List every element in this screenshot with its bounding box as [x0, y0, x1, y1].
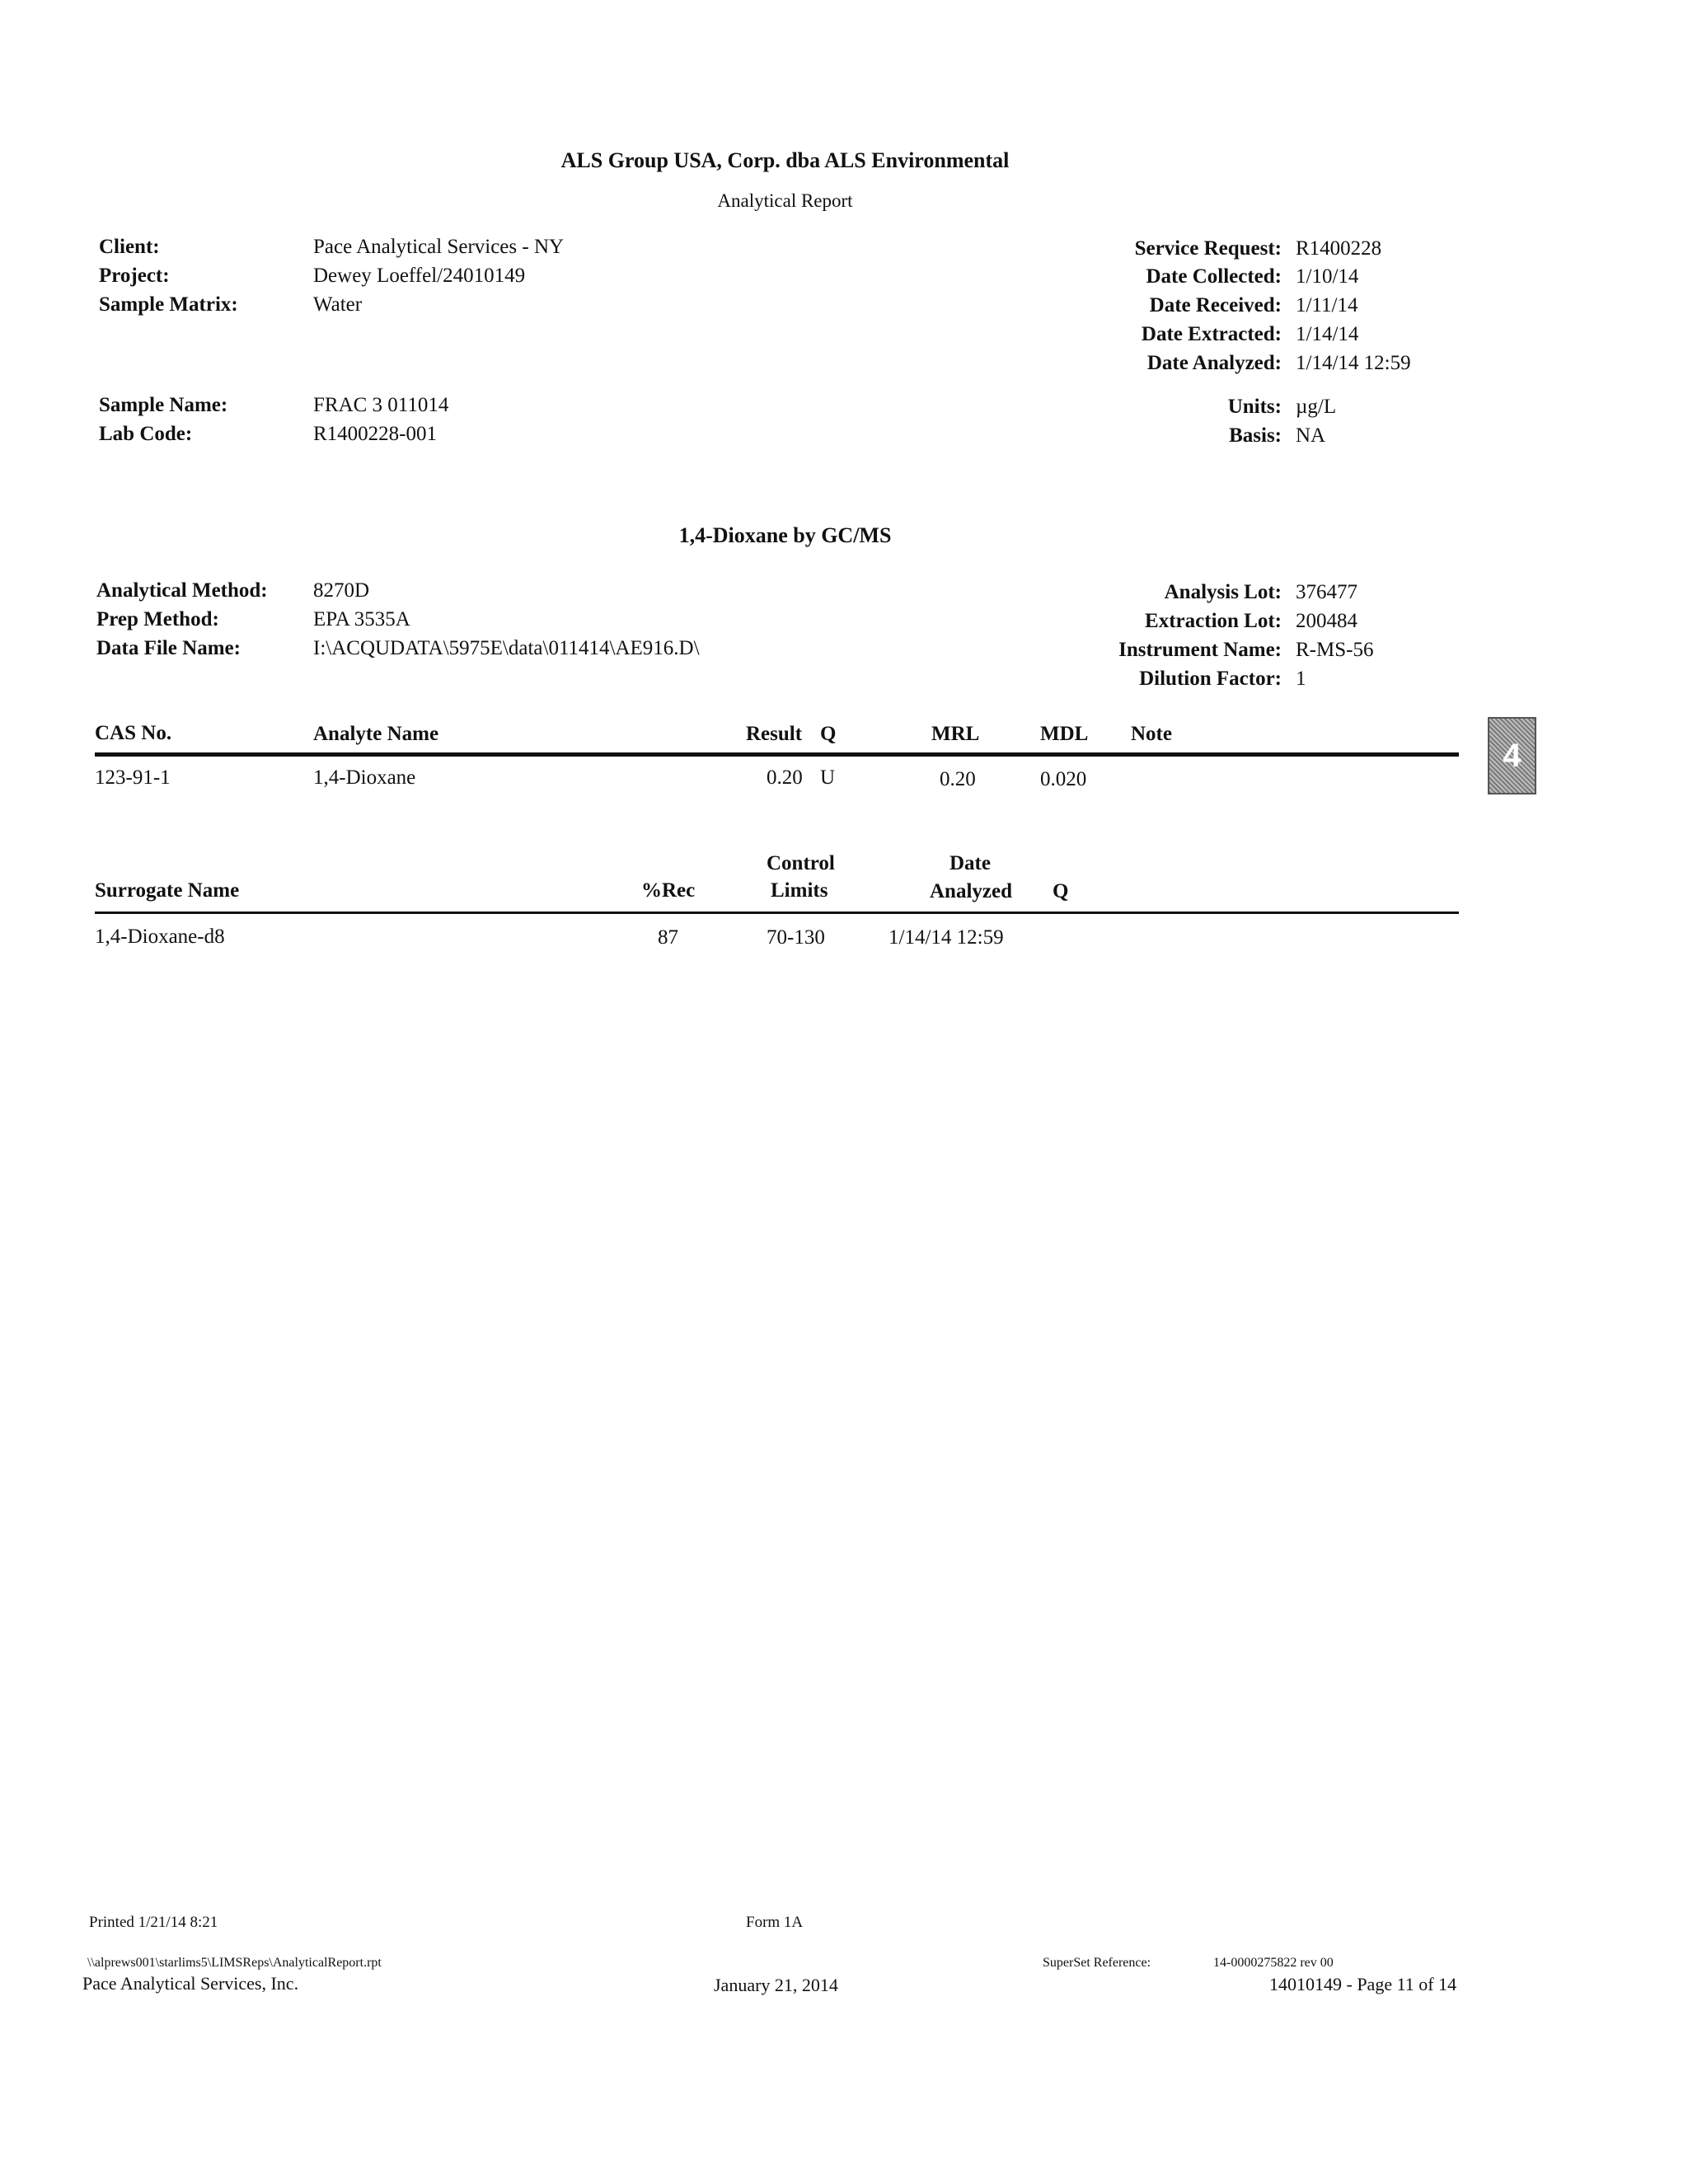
- date-received-value: 1/11/14: [1296, 294, 1358, 316]
- extraction-lot-label: Extraction Lot:: [1145, 610, 1282, 632]
- mrl-cell: 0.20: [940, 768, 976, 790]
- report-file-path: \\alprews001\starlims5\LIMSReps\AnalyticalReport.rpt: [87, 1956, 382, 1970]
- analytical-method-label: Analytical Method:: [96, 579, 268, 602]
- date-collected-value: 1/10/14: [1296, 265, 1359, 288]
- mdl-cell: 0.020: [1040, 768, 1087, 790]
- dilution-factor-value: 1: [1296, 668, 1306, 690]
- rec-cell: 87: [658, 926, 678, 949]
- data-file-name-value: I:\ACQUDATA\5975E\data\011414\AE916.D\: [313, 637, 700, 659]
- cas-cell: 123-91-1: [95, 766, 171, 789]
- superset-value: 14-0000275822 rev 00: [1213, 1956, 1334, 1970]
- report-type-subtitle: Analytical Report: [717, 190, 853, 211]
- col-cas-no: CAS No.: [95, 722, 172, 744]
- surrogate-table-rule: [95, 912, 1459, 914]
- report-company-title: ALS Group USA, Corp. dba ALS Environmental: [560, 148, 1010, 172]
- analysis-lot-label: Analysis Lot:: [1164, 581, 1282, 603]
- col-result: Result: [746, 723, 803, 745]
- col-analyte-name: Analyte Name: [313, 723, 439, 745]
- date-analyzed-cell: 1/14/14 12:59: [889, 926, 1004, 949]
- prep-method-value: EPA 3535A: [313, 608, 410, 630]
- col-control-top: Control: [767, 852, 835, 874]
- analyte-table-rule: [95, 752, 1459, 757]
- sample-matrix-value: Water: [313, 293, 363, 316]
- page-number: 14010149 - Page 11 of 14: [1269, 1974, 1457, 1994]
- date-analyzed-label: Date Analyzed:: [1146, 352, 1282, 374]
- instrument-name-value: R-MS-56: [1296, 639, 1374, 661]
- date-received-label: Date Received:: [1149, 294, 1282, 316]
- control-limits-cell: 70-130: [767, 926, 825, 949]
- printed-timestamp: Printed 1/21/14 8:21: [89, 1914, 218, 1931]
- service-request-value: R1400228: [1296, 237, 1382, 260]
- col-surrogate-name: Surrogate Name: [95, 879, 240, 902]
- analytical-method-value: 8270D: [313, 579, 370, 602]
- section-title: 1,4-Dioxane by GC/MS: [678, 523, 892, 547]
- col-mrl: MRL: [931, 723, 980, 745]
- superset-label: SuperSet Reference:: [1043, 1956, 1151, 1970]
- sample-name-label: Sample Name:: [99, 394, 228, 416]
- form-label: Form 1A: [746, 1914, 804, 1931]
- analyte-name-cell: 1,4-Dioxane: [313, 766, 416, 789]
- basis-label: Basis:: [1229, 424, 1282, 447]
- col-surrogate-q: Q: [1053, 880, 1069, 902]
- col-q: Q: [820, 723, 837, 745]
- col-mdl: MDL: [1040, 723, 1089, 745]
- service-request-label: Service Request:: [1134, 237, 1282, 260]
- client-label: Client:: [99, 236, 160, 258]
- footer-company: Pace Analytical Services, Inc.: [82, 1973, 299, 1994]
- surrogate-name-cell: 1,4-Dioxane-d8: [95, 926, 225, 948]
- analysis-lot-value: 376477: [1296, 581, 1357, 603]
- dilution-factor-label: Dilution Factor:: [1139, 668, 1282, 690]
- instrument-name-label: Instrument Name:: [1118, 639, 1282, 661]
- lab-code-value: R1400228-001: [313, 423, 437, 445]
- client-value: Pace Analytical Services - NY: [313, 236, 565, 258]
- col-date-top: Date: [950, 852, 991, 874]
- project-label: Project:: [99, 265, 170, 287]
- lab-code-label: Lab Code:: [99, 423, 193, 445]
- basis-value: NA: [1296, 424, 1326, 447]
- project-value: Dewey Loeffel/24010149: [313, 265, 526, 287]
- date-collected-label: Date Collected:: [1146, 265, 1282, 288]
- data-file-name-label: Data File Name:: [96, 637, 241, 659]
- units-value: µg/L: [1296, 396, 1337, 418]
- extraction-lot-value: 200484: [1296, 610, 1357, 632]
- section-tab-marker: 4: [1488, 717, 1536, 794]
- footer-date: January 21, 2014: [714, 1975, 838, 1995]
- col-date-bottom: Analyzed: [930, 880, 1012, 902]
- col-control-bottom: Limits: [771, 879, 828, 902]
- prep-method-label: Prep Method:: [96, 608, 219, 630]
- sample-matrix-label: Sample Matrix:: [99, 293, 238, 316]
- date-analyzed-value: 1/14/14 12:59: [1296, 352, 1411, 374]
- result-cell: 0.20: [767, 766, 803, 789]
- q-cell: U: [820, 766, 836, 789]
- date-extracted-value: 1/14/14: [1296, 323, 1359, 345]
- date-extracted-label: Date Extracted:: [1141, 323, 1282, 345]
- col-note: Note: [1131, 723, 1172, 745]
- sample-name-value: FRAC 3 011014: [313, 394, 449, 416]
- col-rec: %Rec: [641, 879, 696, 902]
- units-label: Units:: [1227, 396, 1282, 418]
